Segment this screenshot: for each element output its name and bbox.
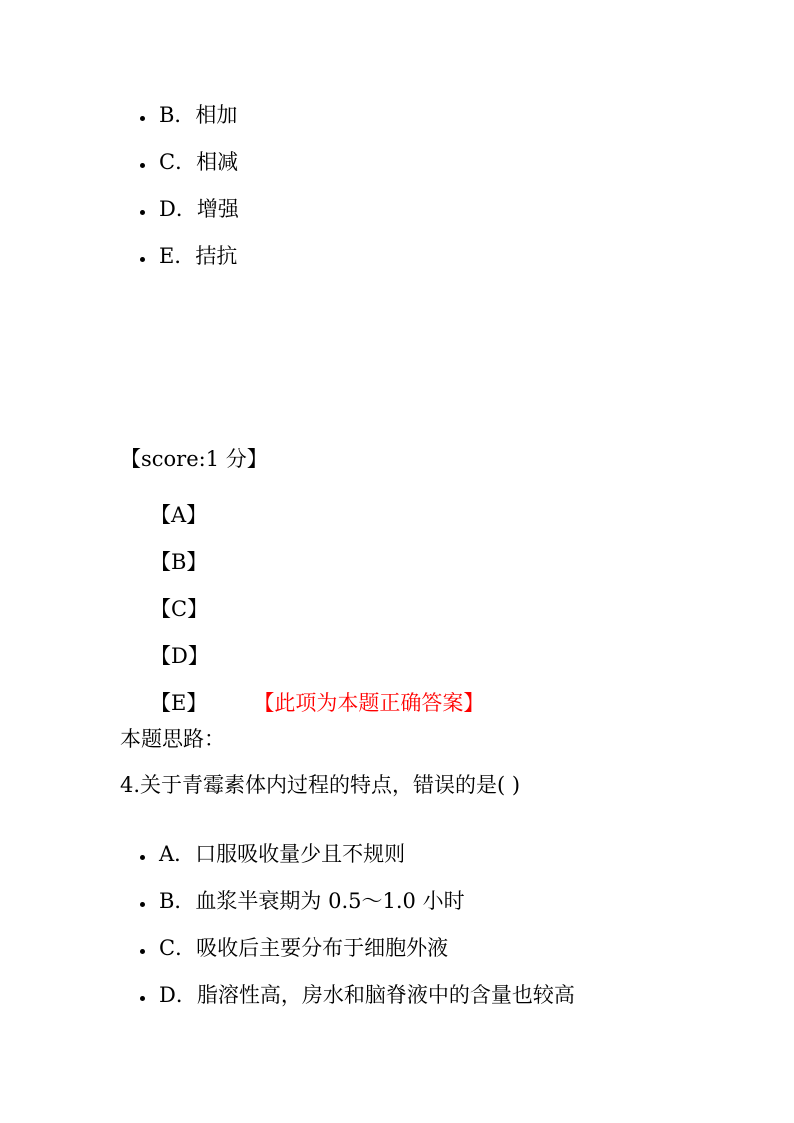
correct-answer-note: 【此项为本题正确答案】 <box>253 690 485 715</box>
answer-d <box>150 631 484 678</box>
option-text: B．血浆半衰期为 0.5～1.0 小时 <box>159 888 465 913</box>
answer-label: 【B】 <box>150 549 208 574</box>
bullet-icon <box>140 163 145 168</box>
score-label: 【score:1 分】 <box>120 447 268 471</box>
previous-question-options <box>140 90 239 278</box>
answer-key <box>150 490 484 725</box>
bullet-icon <box>140 257 145 262</box>
option-text: C．相减 <box>159 149 239 174</box>
answer-e <box>150 678 484 725</box>
bullet-icon <box>140 902 145 907</box>
answer-b <box>150 537 484 584</box>
option-text: D．脂溶性高，房水和脑脊液中的含量也较高 <box>159 982 575 1007</box>
option-text: B．相加 <box>159 102 238 127</box>
bullet-icon <box>140 116 145 121</box>
bullet-icon <box>140 855 145 860</box>
option-a <box>140 829 575 876</box>
option-d <box>140 970 575 1017</box>
option-c <box>140 137 239 184</box>
option-e <box>140 231 239 278</box>
option-b <box>140 876 575 923</box>
question-text: 4.关于青霉素体内过程的特点，错误的是( ) <box>120 773 521 797</box>
answer-a <box>150 490 484 537</box>
answer-c <box>150 584 484 631</box>
answer-label: 【C】 <box>150 596 209 621</box>
option-text: A．口服吸收量少且不规则 <box>159 841 406 866</box>
thought-label: 本题思路： <box>120 727 225 751</box>
option-text: D．增强 <box>159 196 239 221</box>
answer-label: 【D】 <box>150 643 209 668</box>
option-b <box>140 90 239 137</box>
answer-label: 【E】 <box>150 690 208 715</box>
bullet-icon <box>140 949 145 954</box>
option-d <box>140 184 239 231</box>
option-text: C．吸收后主要分布于细胞外液 <box>159 935 449 960</box>
question-options <box>140 829 575 1017</box>
answer-label: 【A】 <box>150 502 208 527</box>
option-text: E．拮抗 <box>159 243 238 268</box>
option-c <box>140 923 575 970</box>
bullet-icon <box>140 996 145 1001</box>
bullet-icon <box>140 210 145 215</box>
